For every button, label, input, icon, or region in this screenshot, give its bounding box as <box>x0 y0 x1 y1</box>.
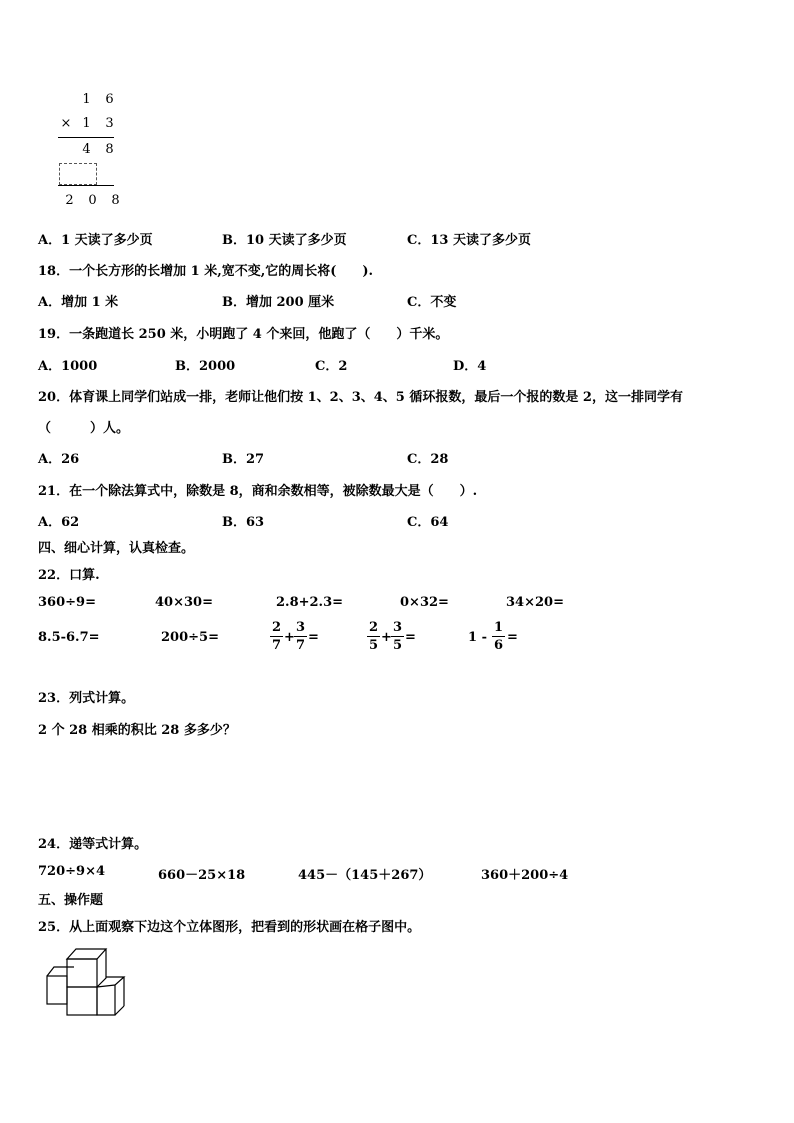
q20-option-a: A．26 <box>38 452 80 467</box>
mult-row-3: 4 8 <box>82 142 114 157</box>
q18-option-a: A．增加 1 米 <box>38 295 119 310</box>
q21-option-a: A．62 <box>38 515 80 530</box>
q23-text: 2 个 28 相乘的积比 28 多多少？ <box>38 723 236 738</box>
q18-option-c: C．不变 <box>407 295 457 310</box>
q21-option-c: C．64 <box>407 515 449 530</box>
mult-rule-2 <box>58 185 114 186</box>
q20-option-b: B．27 <box>222 452 265 467</box>
cube-left-front <box>47 976 67 1004</box>
q19-option-b: B．2000 <box>175 359 236 374</box>
q24-item-1: 720÷9×4 <box>38 864 106 879</box>
q19-option-c: C．2 <box>315 359 348 374</box>
q17-option-a: A．1 天读了多少页 <box>38 233 153 248</box>
equals-sign: = <box>507 630 518 645</box>
mult-row-5: 2 0 8 <box>65 193 120 208</box>
fraction-2-7: $\frac{2}{7}$ <box>272 620 282 653</box>
fraction-2-5: $\frac{2}{5}$ <box>369 620 379 653</box>
q17-option-c: C．13 天读了多少页 <box>407 233 531 248</box>
plus-sign: + <box>381 630 392 645</box>
cube-figure <box>40 940 140 1020</box>
q22-item-4: 0×32= <box>400 595 449 610</box>
equals-sign: = <box>308 630 319 645</box>
fraction-3-5: $\frac{3}{5}$ <box>393 620 403 653</box>
mult-row-1: 1 6 <box>82 92 114 107</box>
q22-item-6: 8.5-6.7= <box>38 630 100 645</box>
q22-item-5: 34×20= <box>506 595 564 610</box>
cube-top-face <box>67 949 106 959</box>
fraction-3-7: $\frac{3}{7}$ <box>296 620 306 653</box>
q22-title: 22．口算. <box>38 568 100 583</box>
one-minus: 1 - <box>468 630 487 645</box>
q25-title: 25．从上面观察下边这个立体图形，把看到的形状画在格子图中。 <box>38 920 421 935</box>
fraction-1-6: $\frac{1}{6}$ <box>494 620 504 653</box>
q22-item-3: 2.8+2.3= <box>276 595 344 610</box>
q19-stem: 19．一条跑道长 250 米，小明跑了 4 个来回，他跑了（ ）千米。 <box>38 327 449 342</box>
q18-stem: 18．一个长方形的长增加 1 米,宽不变,它的周长将( ). <box>38 264 374 279</box>
cube-mid-upper-front <box>67 959 97 987</box>
q24-title: 24．递等式计算。 <box>38 837 148 852</box>
q17-option-b: B．10 天读了多少页 <box>222 233 347 248</box>
section-4-heading: 四、细心计算，认真检查。 <box>38 541 195 556</box>
q20-stem-line1: 20．体育课上同学们站成一排，老师让他们按 1、2、3、4、5 循环报数，最后一个报的数是 2，这一排同学有 <box>38 390 683 405</box>
q24-item-4: 360＋200÷4 <box>481 868 569 883</box>
plus-sign: + <box>284 630 295 645</box>
cube-right-bottom-edge <box>115 1006 124 1015</box>
cube-mid-lower-front <box>67 987 97 1015</box>
q21-stem: 21．在一个除法算式中，除数是 8，商和余数相等，被除数最大是（ ）. <box>38 484 478 499</box>
q20-stem-line2: （ ）人。 <box>38 421 130 436</box>
q20-option-c: C．28 <box>407 452 449 467</box>
q18-option-b: B．增加 200 厘米 <box>222 295 335 310</box>
cube-left-top <box>47 967 74 976</box>
blank-box <box>59 163 97 185</box>
q19-option-a: A．1000 <box>38 359 98 374</box>
q24-item-3: 445－（145＋267） <box>298 868 432 883</box>
cube-right-top-edge <box>97 985 115 987</box>
mult-row-2: × 1 3 <box>60 116 114 131</box>
q19-option-d: D．4 <box>453 359 487 374</box>
equals-sign: = <box>405 630 416 645</box>
q22-item-2: 40×30= <box>155 595 213 610</box>
q22-item-1: 360÷9= <box>38 595 96 610</box>
q23-title: 23．列式计算。 <box>38 691 135 706</box>
q24-item-2: 660－25×18 <box>158 868 246 883</box>
mult-rule-1 <box>58 137 114 138</box>
q22-item-7: 200÷5= <box>161 630 219 645</box>
section-5-heading: 五、操作题 <box>38 893 104 908</box>
q21-option-b: B．63 <box>222 515 265 530</box>
